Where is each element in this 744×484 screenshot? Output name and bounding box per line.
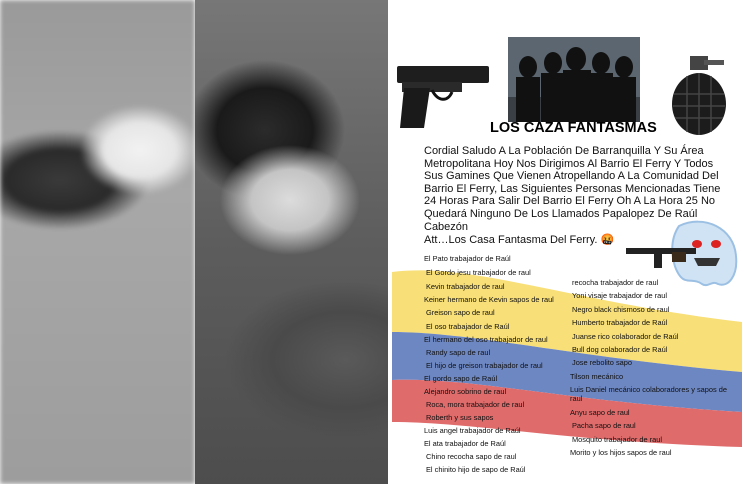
list-item: Juanse rico colaborador de Raúl	[572, 332, 679, 341]
photo-person-on-ground	[195, 0, 388, 484]
list-item: Mosquito trabajador de raul	[572, 435, 662, 444]
pistol-icon	[392, 58, 492, 130]
list-item: recocha trabajador de raul	[572, 278, 659, 287]
list-item: El hijo de greison trabajador de raul	[426, 361, 543, 370]
list-item: Anyu sapo de raul	[570, 408, 630, 417]
list-item: Bull dog colaborador de Raúl	[572, 345, 668, 354]
list-item: El chinito hijo de sapo de Raúl	[426, 465, 526, 474]
list-item: El oso trabajador de Raúl	[426, 322, 510, 331]
list-item: El Gordo jesu trabajador de raul	[426, 268, 531, 277]
list-item: Luis angel trabajador de Raúl	[424, 426, 521, 435]
list-item: Alejandro sobrino de raul	[424, 387, 507, 396]
list-item: El Pato trabajador de Raúl	[424, 254, 511, 263]
list-item: Kevin trabajador de raul	[426, 282, 505, 291]
list-item: Tilson mecánico	[570, 372, 624, 381]
list-item: El gordo sapo de Raúl	[424, 374, 498, 383]
poster-title: LOS CAZA FANTASMAS	[490, 120, 657, 136]
list-item: Negro black chismoso de raul	[572, 305, 670, 314]
list-item: El ata trabajador de Raúl	[424, 439, 506, 448]
blurred-photo-left	[0, 0, 195, 484]
list-item: Yoni visaje trabajador de raul	[572, 291, 668, 300]
list-item: Jose rebolito sapo	[572, 358, 632, 367]
list-item: El hermano del oso trabajador de raul	[424, 335, 548, 344]
poster-signature	[424, 233, 614, 246]
list-item: Chino recocha sapo de raul	[426, 452, 517, 461]
list-item: Roca, mora trabajador de raul	[426, 400, 525, 409]
list-item: Keiner hermano de Kevin sapos de raul	[424, 295, 554, 304]
list-item: Pacha sapo de raul	[572, 421, 636, 430]
armed-group-photo	[508, 37, 640, 122]
list-item: Roberth y sus sapos	[426, 413, 494, 422]
list-item: Humberto trabajador de Raúl	[572, 318, 668, 327]
list-item: Randy sapo de raul	[426, 348, 491, 357]
list-item: Luis Daniel mecánico colaboradores y sapos de raul	[570, 385, 727, 403]
grenade-icon	[668, 54, 730, 136]
angry-face-emoji: 🤬	[600, 234, 615, 246]
signature-text: Att…Los Casa Fantasma Del Ferry.	[424, 234, 598, 246]
poster-message: Cordial Saludo A La Población De Barranquilla Y Su Área Metropolitana Hoy Nos Dirigimos Al Barrio El Ferry Y Todos Sus Gamines Que Vienen Atropellando A La Comunidad Del Barrio El Ferry, Las Siguientes Personas Mencionadas Tiene 24 Horas Para Salir Del Barrio El Ferry Oh A La Hora 25 No Quedará Ninguno De Los Llamados Papalopez De Raúl Cabezón	[424, 145, 721, 233]
list-item: Morito y los hijos sapos de raul	[570, 448, 672, 457]
list-item: Greison sapo de raul	[426, 308, 495, 317]
